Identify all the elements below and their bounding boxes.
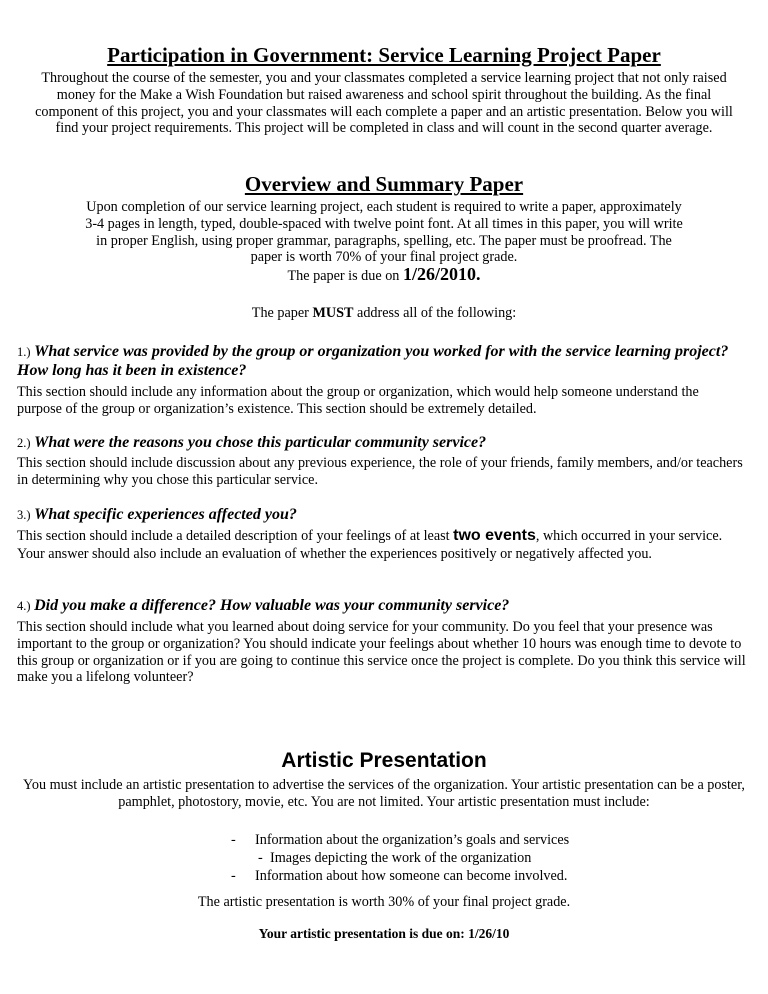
artistic-heading: Artistic Presentation (281, 749, 487, 772)
overview-heading: Overview and Summary Paper (244, 172, 524, 196)
overview-paragraph: Upon completion of our service learning project, each student is required to write a paper, approximately 3-4 pages in length, typed, double-spaced with twelve point font. At all times in this paper, you will write in proper English, using proper grammar, paragraphs, spelling, etc. The paper must be proofread. The paper is worth 70% of your final project grade. (85, 199, 683, 266)
due-suffix: . (475, 264, 481, 284)
question-text: What specific experiences affected you? (34, 506, 297, 523)
artistic-worth: The artistic presentation is worth 30% of your final project grade. (197, 894, 571, 910)
question-3-description (17, 527, 746, 563)
list-item: - Information about how someone can become involved. (231, 868, 568, 884)
due-date: 1/26/2010 (402, 264, 476, 284)
desc-emphasis: two events (453, 527, 536, 544)
must-prefix: The paper (251, 305, 313, 321)
question-4-description: This section should include what you learned about doing service for your community. Do you feel that your presence was important to the group or organization? You should indicate your feelings about whether 10 hours was enough time to devote to this group or organization or if you are going to continue this service once the project is complete. Do you think this service will make you a lifelong volunteer? (17, 619, 746, 686)
must-address-line (0, 305, 768, 322)
question-number: 2.) (17, 436, 31, 450)
paper-due-line (0, 264, 768, 285)
question-text: What were the reasons you chose this particular community service? (34, 434, 487, 451)
desc-prefix: This section should include a detailed description of your feelings of at least (17, 528, 454, 544)
due-prefix: The paper is due on (287, 268, 403, 284)
document-title: Participation in Government: Service Learning Project Paper (107, 43, 661, 67)
question-1-description: This section should include any information about the group or organization, which would help someone understand the purpose of the group or organization’s existence. This section should be extremely detailed. (17, 384, 699, 417)
intro-paragraph: Throughout the course of the semester, you and your classmates completed a service learning project that not only raised money for the Make a Wish Foundation but raised awareness and school spirit throughout the building. As the final component of this project, you and your classmates will each complete a paper and an artistic presentation. Below you will find your project requirements. This project will be completed in class and will count in the second quarter average. (35, 70, 733, 137)
requirements-list (0, 832, 768, 886)
question-number: 1.) (17, 345, 31, 359)
list-item: - Information about the organization’s goals and services (231, 832, 570, 848)
must-word: MUST (312, 305, 354, 321)
question-2 (17, 434, 746, 453)
list-item: - Images depicting the work of the organization (258, 850, 532, 866)
question-2-description: This section should include discussion about any previous experience, the role of your friends, family members, and/or teachers in determining why you chose this particular service. (17, 455, 743, 488)
question-text: Did you make a difference? How valuable was your community service? (34, 597, 510, 614)
question-number: 3.) (17, 508, 31, 522)
question-4 (17, 597, 746, 616)
desc-suffix: , which occurred in your service. Your answer should also include an evaluation of whether the experiences positively or negatively affected you. (17, 528, 723, 562)
question-3 (17, 506, 746, 525)
must-suffix: address all of the following: (353, 305, 517, 321)
question-text: What service was provided by the group or organization you worked for with the service learning project? How long has it been in existence? (17, 343, 729, 379)
artistic-due: Your artistic presentation is due on: 1/26/10 (258, 926, 510, 941)
artistic-paragraph: You must include an artistic presentation to advertise the services of the organization. Your artistic presentation can be a poster, pamphlet, photostory, movie, etc. You are not limited. Your artistic presentation must include: (23, 777, 745, 810)
question-1 (17, 343, 746, 381)
question-number: 4.) (17, 599, 31, 613)
